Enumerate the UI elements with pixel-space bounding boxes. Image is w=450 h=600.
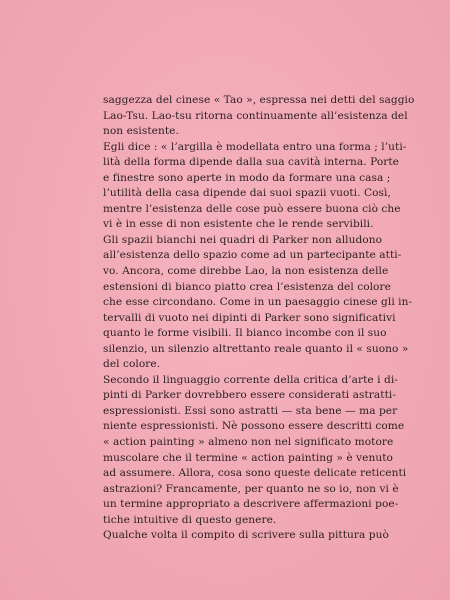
text-line: astrazioni? Francamente, per quanto ne so io, non vi è: [103, 482, 399, 495]
body-text: [103, 93, 415, 544]
text-line: all’esistenza dello spazio come ad un partecipante atti-: [103, 249, 402, 262]
text-line: Egli dice : « l’argilla è modellata entro una forma ; l’uti-: [103, 140, 407, 153]
text-line: un termine appropriato a descrivere affermazioni poe-: [103, 498, 399, 511]
text-line: Secondo il linguaggio corrente della critica d’arte i di-: [103, 373, 398, 386]
text-line: vi è in esse di non esistente che le rende servibili.: [103, 218, 374, 231]
text-line: « action painting » almeno non nel significato motore: [103, 436, 394, 449]
paragraph: [103, 233, 413, 373]
text-line: Qualche volta il compito di scrivere sulla pittura può: [103, 529, 389, 542]
text-line: Gli spazii bianchi nei quadri di Parker non alludono: [103, 233, 383, 246]
text-line: muscolare che il termine « action painting » è venuto: [103, 451, 393, 464]
text-line: quanto le forme visibili. Il bianco incombe con il suo: [103, 327, 387, 340]
text-line: l’utilità della casa dipende dai suoi spazii vuoti. Così,: [103, 187, 391, 200]
paragraph: [103, 373, 407, 528]
text-line: che esse circondano. Come in un paesaggio cinese gli in-: [103, 296, 413, 309]
text-line: non esistente.: [103, 125, 179, 138]
text-line: Lao-Tsu. Lao-tsu ritorna continuamente all’esistenza del: [103, 109, 408, 122]
text-line: niente espressionisti. Nè possono essere descritti come: [103, 420, 405, 433]
paragraph: [103, 528, 389, 544]
text-line: espressionisti. Essi sono astratti — sta bene — ma per: [103, 404, 398, 417]
text-line: e finestre sono aperte in modo da formare una casa ;: [103, 171, 391, 184]
text-line: ad assumere. Allora, cosa sono queste delicate reticenti: [103, 467, 407, 480]
text-line: saggezza del cinese « Tao », espressa nei detti del saggio: [103, 94, 415, 106]
text-line: pinti di Parker dovrebbero essere considerati astratti-: [103, 389, 396, 402]
text-line: lità della forma dipende dalla sua cavità interna. Porte: [103, 156, 399, 169]
text-line: del colore.: [103, 358, 161, 371]
text-line: silenzio, un silenzio altrettanto reale quanto il « suono »: [103, 342, 409, 355]
text-line: mentre l’esistenza delle cose può essere buona ciò che: [103, 202, 401, 215]
text-line: tervalli di vuoto nei dipinti di Parker sono significativi: [103, 311, 396, 324]
paragraph: [103, 140, 407, 233]
text-line: tiche intuitive di questo genere.: [103, 513, 277, 526]
paragraph: [103, 93, 415, 140]
text-line: vo. Ancora, come direbbe Lao, la non esistenza delle: [103, 265, 389, 278]
text-line: estensioni di bianco piatto crea l’esistenza del colore: [103, 280, 391, 293]
